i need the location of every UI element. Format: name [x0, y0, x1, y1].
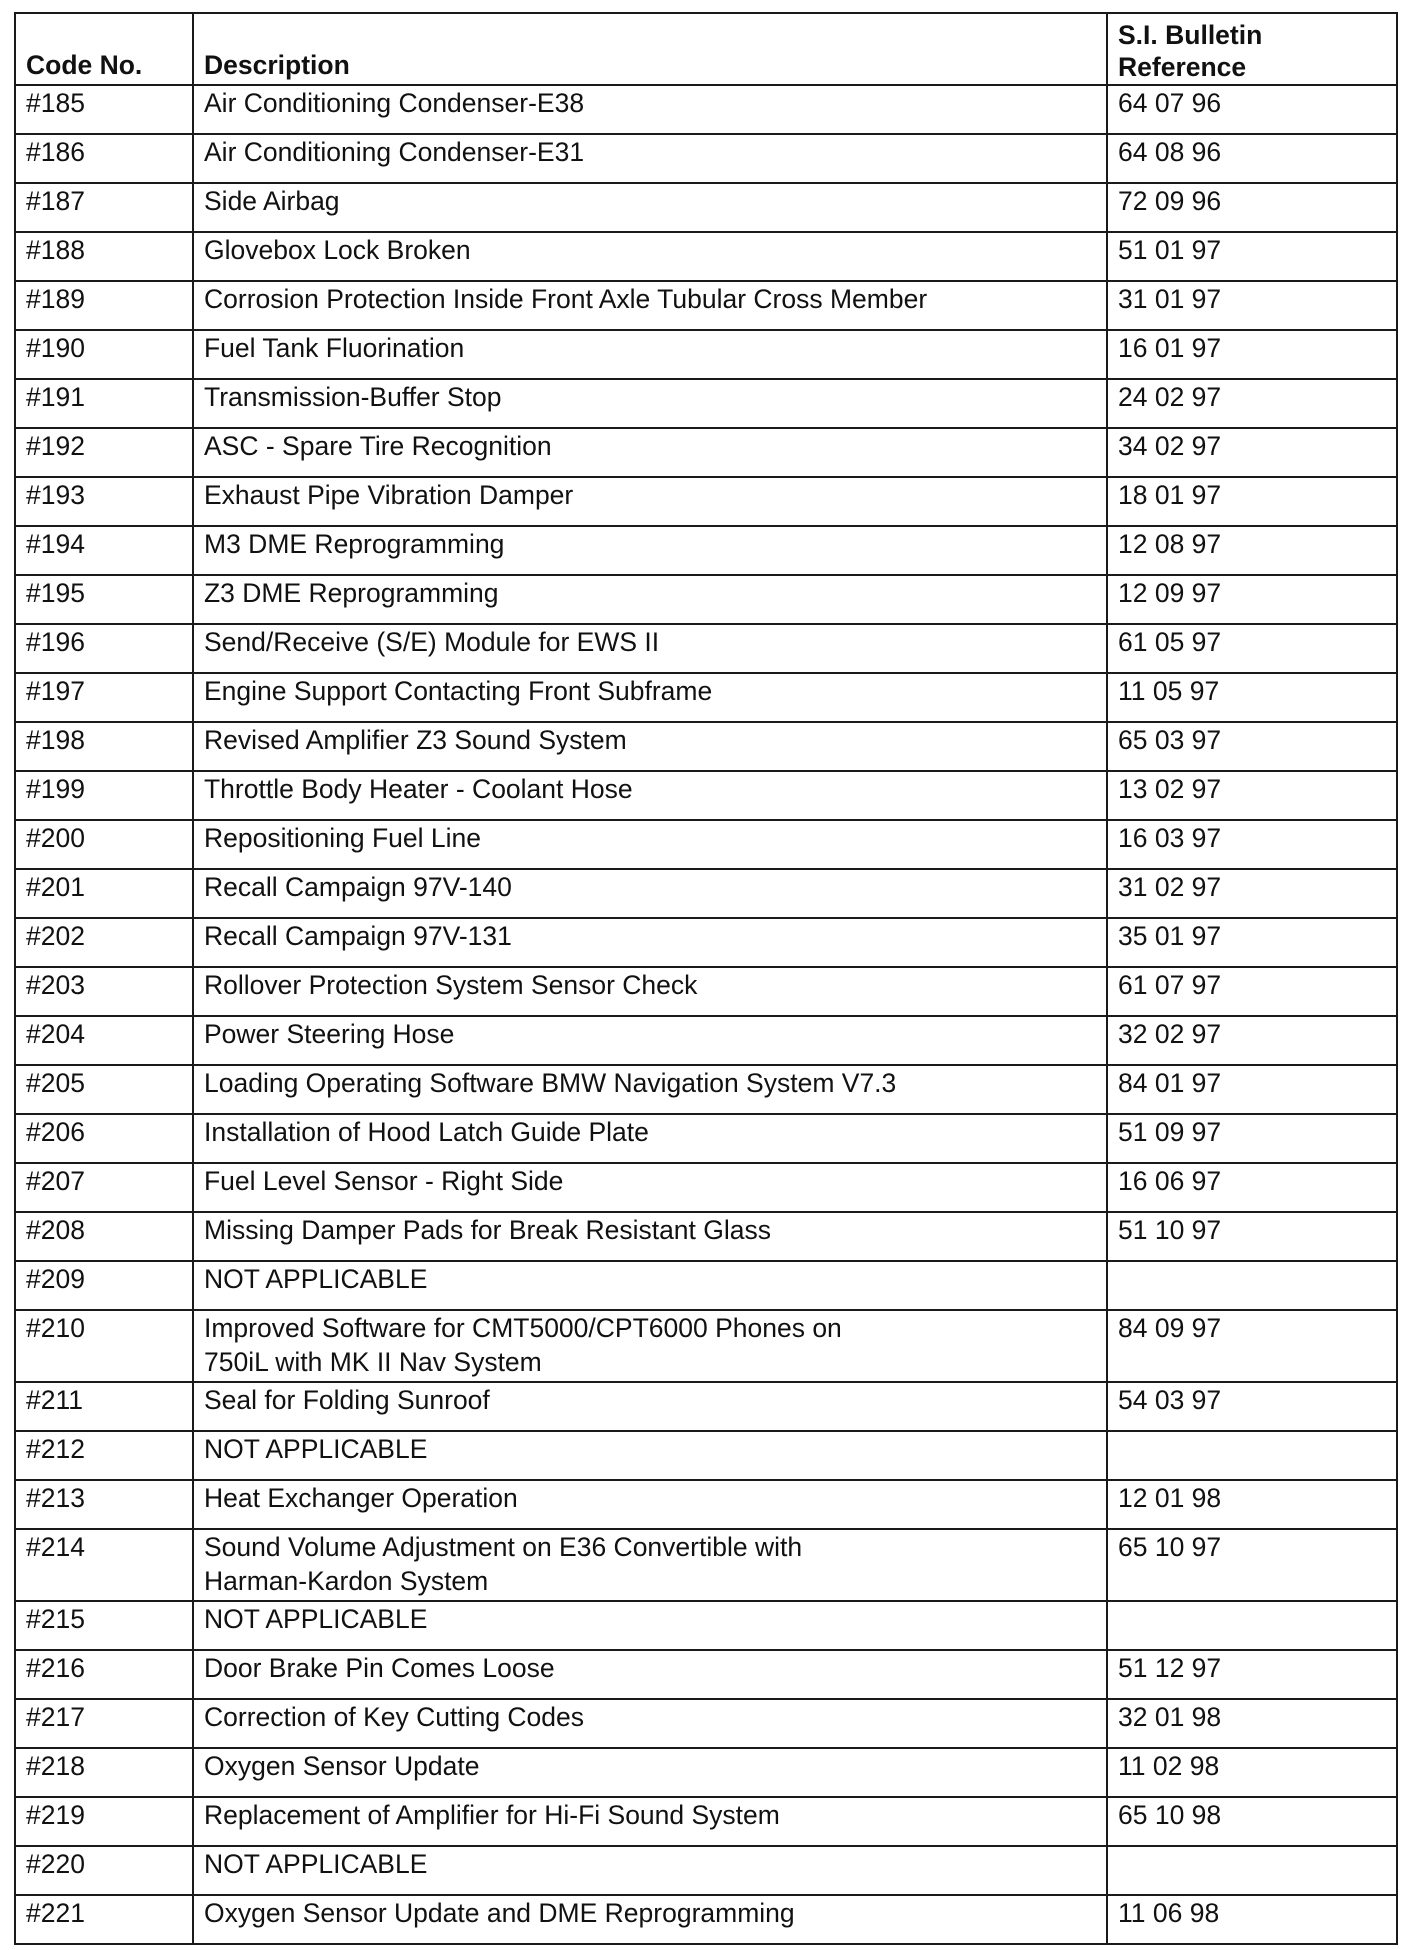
description-cell: [193, 1529, 1107, 1601]
description-cell: Loading Operating Software BMW Navigation System V7.3: [193, 1065, 1107, 1114]
table-row: [15, 1163, 1397, 1212]
reference-cell: 64 08 96: [1107, 134, 1397, 183]
code-cell: #217: [15, 1699, 193, 1748]
code-cell: #215: [15, 1601, 193, 1650]
code-cell: #206: [15, 1114, 193, 1163]
table-row: [15, 428, 1397, 477]
table-row: [15, 232, 1397, 281]
table-row: [15, 477, 1397, 526]
description-cell: Rollover Protection System Sensor Check: [193, 967, 1107, 1016]
table-row: [15, 1431, 1397, 1480]
code-cell: #210: [15, 1310, 193, 1382]
description-cell: Seal for Folding Sunroof: [193, 1382, 1107, 1431]
table-row: [15, 820, 1397, 869]
code-cell: #204: [15, 1016, 193, 1065]
description-cell: Revised Amplifier Z3 Sound System: [193, 722, 1107, 771]
code-cell: #196: [15, 624, 193, 673]
description-line-1: Sound Volume Adjustment on E36 Convertible with: [204, 1532, 803, 1562]
code-cell: #187: [15, 183, 193, 232]
table-row: [15, 722, 1397, 771]
table-row: [15, 1310, 1397, 1382]
code-cell: #203: [15, 967, 193, 1016]
reference-cell: 54 03 97: [1107, 1382, 1397, 1431]
description-cell: Replacement of Amplifier for Hi-Fi Sound System: [193, 1797, 1107, 1846]
table-row: [15, 281, 1397, 330]
description-line-2: 750iL with MK II Nav System: [204, 1347, 542, 1377]
code-cell: #190: [15, 330, 193, 379]
description-cell: Repositioning Fuel Line: [193, 820, 1107, 869]
description-cell: Heat Exchanger Operation: [193, 1480, 1107, 1529]
description-cell: Missing Damper Pads for Break Resistant Glass: [193, 1212, 1107, 1261]
table-row: [15, 1480, 1397, 1529]
reference-cell: 16 01 97: [1107, 330, 1397, 379]
reference-cell: 72 09 96: [1107, 183, 1397, 232]
description-cell: Door Brake Pin Comes Loose: [193, 1650, 1107, 1699]
code-cell: #195: [15, 575, 193, 624]
description-cell: NOT APPLICABLE: [193, 1601, 1107, 1650]
description-cell: Side Airbag: [193, 183, 1107, 232]
code-cell: #209: [15, 1261, 193, 1310]
reference-cell: [1107, 1846, 1397, 1895]
code-cell: #220: [15, 1846, 193, 1895]
reference-cell: 34 02 97: [1107, 428, 1397, 477]
description-cell: NOT APPLICABLE: [193, 1431, 1107, 1480]
reference-cell: 13 02 97: [1107, 771, 1397, 820]
description-cell: Fuel Tank Fluorination: [193, 330, 1107, 379]
reference-cell: [1107, 1601, 1397, 1650]
reference-cell: 32 02 97: [1107, 1016, 1397, 1065]
code-cell: #201: [15, 869, 193, 918]
bulletin-table-page: [14, 12, 1396, 1945]
description-cell: Exhaust Pipe Vibration Damper: [193, 477, 1107, 526]
table-row: [15, 1699, 1397, 1748]
code-cell: #185: [15, 85, 193, 134]
table-body: [15, 85, 1397, 1944]
reference-cell: 31 01 97: [1107, 281, 1397, 330]
description-cell: M3 DME Reprogramming: [193, 526, 1107, 575]
description-cell: Recall Campaign 97V-131: [193, 918, 1107, 967]
description-cell: Air Conditioning Condenser-E31: [193, 134, 1107, 183]
code-cell: #211: [15, 1382, 193, 1431]
reference-cell: [1107, 1261, 1397, 1310]
reference-cell: 18 01 97: [1107, 477, 1397, 526]
table-row: [15, 1846, 1397, 1895]
code-cell: #189: [15, 281, 193, 330]
description-cell: Air Conditioning Condenser-E38: [193, 85, 1107, 134]
table-row: [15, 85, 1397, 134]
reference-cell: 35 01 97: [1107, 918, 1397, 967]
reference-cell: 61 07 97: [1107, 967, 1397, 1016]
table-row: [15, 1212, 1397, 1261]
code-cell: #205: [15, 1065, 193, 1114]
reference-cell: 12 01 98: [1107, 1480, 1397, 1529]
reference-cell: 65 03 97: [1107, 722, 1397, 771]
table-row: [15, 1601, 1397, 1650]
description-cell: Correction of Key Cutting Codes: [193, 1699, 1107, 1748]
description-cell: Throttle Body Heater - Coolant Hose: [193, 771, 1107, 820]
reference-cell: 32 01 98: [1107, 1699, 1397, 1748]
reference-cell: 11 02 98: [1107, 1748, 1397, 1797]
reference-cell: 16 03 97: [1107, 820, 1397, 869]
table-row: [15, 1895, 1397, 1944]
reference-cell: 12 09 97: [1107, 575, 1397, 624]
reference-column-header: [1107, 13, 1397, 85]
table-row: [15, 967, 1397, 1016]
reference-cell: 24 02 97: [1107, 379, 1397, 428]
table-row: [15, 771, 1397, 820]
reference-cell: 64 07 96: [1107, 85, 1397, 134]
code-cell: #200: [15, 820, 193, 869]
description-cell: Oxygen Sensor Update and DME Reprogramming: [193, 1895, 1107, 1944]
code-cell: #191: [15, 379, 193, 428]
code-cell: #221: [15, 1895, 193, 1944]
code-cell: #212: [15, 1431, 193, 1480]
reference-cell: 51 12 97: [1107, 1650, 1397, 1699]
code-cell: #214: [15, 1529, 193, 1601]
table-row: [15, 183, 1397, 232]
table-row: [15, 1797, 1397, 1846]
description-cell: Z3 DME Reprogramming: [193, 575, 1107, 624]
table-row: [15, 1016, 1397, 1065]
table-row: [15, 1748, 1397, 1797]
description-cell: Transmission-Buffer Stop: [193, 379, 1107, 428]
code-cell: #199: [15, 771, 193, 820]
description-cell: ASC - Spare Tire Recognition: [193, 428, 1107, 477]
code-cell: #194: [15, 526, 193, 575]
description-cell: Recall Campaign 97V-140: [193, 869, 1107, 918]
code-cell: #208: [15, 1212, 193, 1261]
table-row: [15, 673, 1397, 722]
code-column-header: Code No.: [15, 13, 193, 85]
code-cell: #207: [15, 1163, 193, 1212]
code-cell: #202: [15, 918, 193, 967]
reference-cell: 12 08 97: [1107, 526, 1397, 575]
table-row: [15, 624, 1397, 673]
code-cell: #216: [15, 1650, 193, 1699]
table-row: [15, 526, 1397, 575]
table-row: [15, 1114, 1397, 1163]
reference-header-line2: Reference: [1118, 52, 1247, 82]
description-cell: Oxygen Sensor Update: [193, 1748, 1107, 1797]
description-cell: NOT APPLICABLE: [193, 1846, 1107, 1895]
reference-cell: 51 09 97: [1107, 1114, 1397, 1163]
code-cell: #218: [15, 1748, 193, 1797]
description-line-1: Improved Software for CMT5000/CPT6000 Phones on: [204, 1313, 842, 1343]
table-row: [15, 1650, 1397, 1699]
code-cell: #186: [15, 134, 193, 183]
table-row: [15, 575, 1397, 624]
description-cell: Power Steering Hose: [193, 1016, 1107, 1065]
code-cell: #219: [15, 1797, 193, 1846]
reference-cell: 16 06 97: [1107, 1163, 1397, 1212]
reference-cell: 65 10 98: [1107, 1797, 1397, 1846]
table-row: [15, 1529, 1397, 1601]
description-cell: Corrosion Protection Inside Front Axle Tubular Cross Member: [193, 281, 1107, 330]
code-cell: #197: [15, 673, 193, 722]
reference-cell: 65 10 97: [1107, 1529, 1397, 1601]
reference-cell: 61 05 97: [1107, 624, 1397, 673]
reference-cell: 31 02 97: [1107, 869, 1397, 918]
code-cell: #198: [15, 722, 193, 771]
code-cell: #188: [15, 232, 193, 281]
table-row: [15, 134, 1397, 183]
bulletin-table: [14, 12, 1398, 1945]
reference-header-line1: S.I. Bulletin: [1118, 20, 1263, 50]
code-cell: #192: [15, 428, 193, 477]
reference-cell: 84 09 97: [1107, 1310, 1397, 1382]
reference-cell: 51 10 97: [1107, 1212, 1397, 1261]
reference-cell: 11 05 97: [1107, 673, 1397, 722]
description-cell: NOT APPLICABLE: [193, 1261, 1107, 1310]
reference-cell: [1107, 1431, 1397, 1480]
description-line-2: Harman-Kardon System: [204, 1566, 489, 1596]
description-column-header: Description: [193, 13, 1107, 85]
description-cell: [193, 1310, 1107, 1382]
reference-cell: 51 01 97: [1107, 232, 1397, 281]
description-cell: Installation of Hood Latch Guide Plate: [193, 1114, 1107, 1163]
table-row: [15, 379, 1397, 428]
table-row: [15, 1261, 1397, 1310]
header-row: [15, 13, 1397, 85]
code-cell: #193: [15, 477, 193, 526]
description-cell: Engine Support Contacting Front Subframe: [193, 673, 1107, 722]
description-cell: Glovebox Lock Broken: [193, 232, 1107, 281]
code-cell: #213: [15, 1480, 193, 1529]
description-cell: Send/Receive (S/E) Module for EWS II: [193, 624, 1107, 673]
table-row: [15, 869, 1397, 918]
description-cell: Fuel Level Sensor - Right Side: [193, 1163, 1107, 1212]
table-row: [15, 1382, 1397, 1431]
table-row: [15, 1065, 1397, 1114]
reference-cell: 84 01 97: [1107, 1065, 1397, 1114]
table-row: [15, 330, 1397, 379]
table-row: [15, 918, 1397, 967]
reference-cell: 11 06 98: [1107, 1895, 1397, 1944]
